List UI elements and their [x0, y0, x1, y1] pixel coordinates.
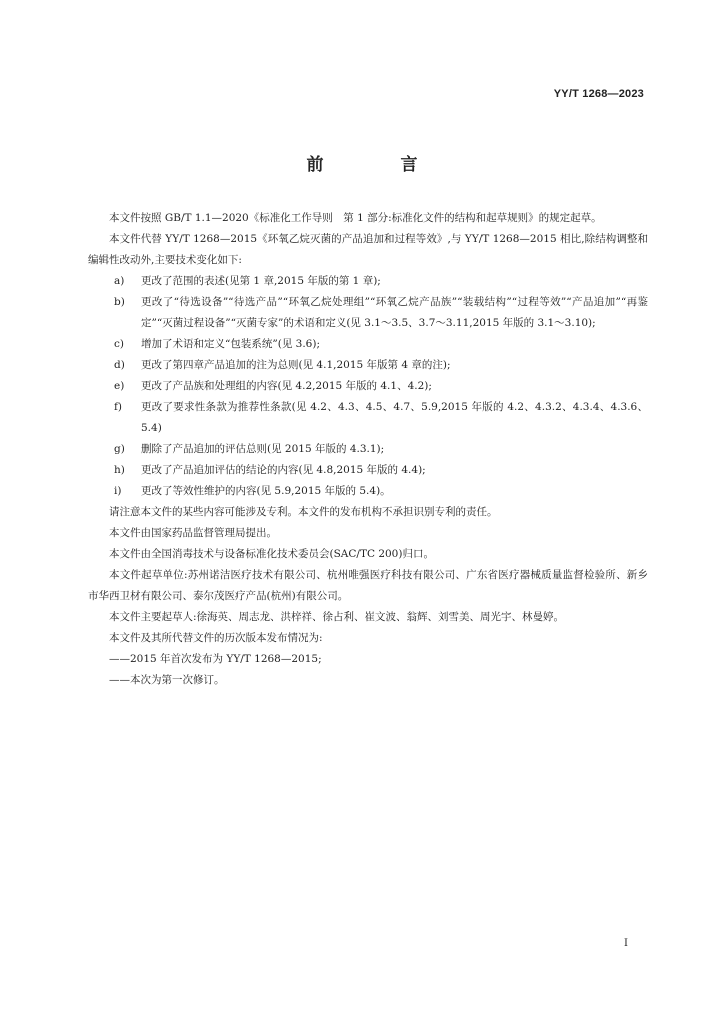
change-label: b): [114, 296, 125, 308]
change-item: [88, 439, 648, 460]
change-item: [88, 397, 648, 439]
change-label: e): [114, 380, 125, 392]
body-paragraph: 本文件由国家药品监督管理局提出。: [109, 527, 277, 539]
change-text: 更改了要求性条款为推荐性条款(见 4.2、4.3、4.5、4.7、5.9,2015 年版的 4.2、4.3.2、4.3.4、4.3.6、5.4): [141, 401, 648, 434]
body-paragraph: 请注意本文件的某些内容可能涉及专利。本文件的发布机构不承担识别专利的责任。: [109, 506, 498, 518]
change-text: 增加了术语和定义“包装系统”(见 3.6);: [141, 338, 321, 350]
change-text: 更改了“待选设备”“待选产品”“环氧乙烷处理组”“环氧乙烷产品族”“装载结构”“过程等效”“产品追加”“再鉴定”“灭菌过程设备”“灭菌专家”的术语和定义(见 3.1～3.5、3.7～3.11,2015 年版的 3.1～3.10);: [141, 296, 648, 329]
change-item: [88, 376, 648, 397]
change-label: i): [114, 485, 122, 497]
change-text: 删除了产品追加的评估总则(见 2015 年版的 4.3.1);: [141, 443, 385, 455]
change-label: c): [114, 338, 124, 350]
change-item: [88, 334, 648, 355]
page-number: I: [624, 938, 628, 949]
page-title: 前 言: [306, 155, 448, 175]
change-item: [88, 355, 648, 376]
intro-paragraph: 本文件按照 GB/T 1.1—2020《标准化工作导则 第 1 部分:标准化文件的结构和起草规则》的规定起草。: [109, 212, 602, 224]
change-label: h): [114, 464, 125, 476]
drafters-paragraph: 本文件主要起草人:徐海英、周志龙、洪梓祥、徐占利、崔文波、翁辉、刘雪美、周光宇、林曼婷。: [109, 611, 565, 623]
change-item: [88, 481, 648, 502]
intro-paragraph: 本文件代替 YY/T 1268—2015《环氧乙烷灭菌的产品追加和过程等效》,与 YY/T 1268—2015 相比,除结构调整和编辑性改动外,主要技术变化如下:: [88, 233, 648, 266]
body-paragraph: 本文件由全国消毒技术与设备标准化技术委员会(SAC/TC 200)归口。: [109, 548, 434, 560]
change-label: d): [114, 359, 125, 371]
change-item: [88, 460, 648, 481]
change-item: [88, 271, 648, 292]
change-text: 更改了产品族和处理组的内容(见 4.2,2015 年版的 4.1、4.2);: [141, 380, 432, 392]
change-text: 更改了产品追加评估的结论的内容(见 4.8,2015 年版的 4.4);: [141, 464, 426, 476]
change-label: g): [114, 443, 125, 455]
change-text: 更改了第四章产品追加的注为总则(见 4.1,2015 年版第 4 章的注);: [141, 359, 451, 371]
change-item: [88, 292, 648, 334]
change-text: 更改了范围的表述(见第 1 章,2015 年版的第 1 章);: [141, 275, 381, 287]
history-item: ——本次为第一次修订。: [109, 674, 225, 686]
foreword-body: [88, 208, 648, 691]
change-label: f): [114, 401, 122, 413]
doc-code: YY/T 1268—2023: [553, 88, 644, 100]
history-intro-paragraph: 本文件及其所代替文件的历次版本发布情况为:: [109, 632, 323, 644]
change-text: 更改了等效性维护的内容(见 5.9,2015 年版的 5.4)。: [141, 485, 391, 497]
drafting-units-paragraph: 本文件起草单位:苏州诺洁医疗技术有限公司、杭州唯强医疗科技有限公司、广东省医疗器械质量监督检验所、新乡市华西卫材有限公司、泰尔茂医疗产品(杭州)有限公司。: [88, 569, 648, 602]
change-label: a): [114, 275, 125, 287]
history-item: ——2015 年首次发布为 YY/T 1268—2015;: [109, 653, 322, 665]
